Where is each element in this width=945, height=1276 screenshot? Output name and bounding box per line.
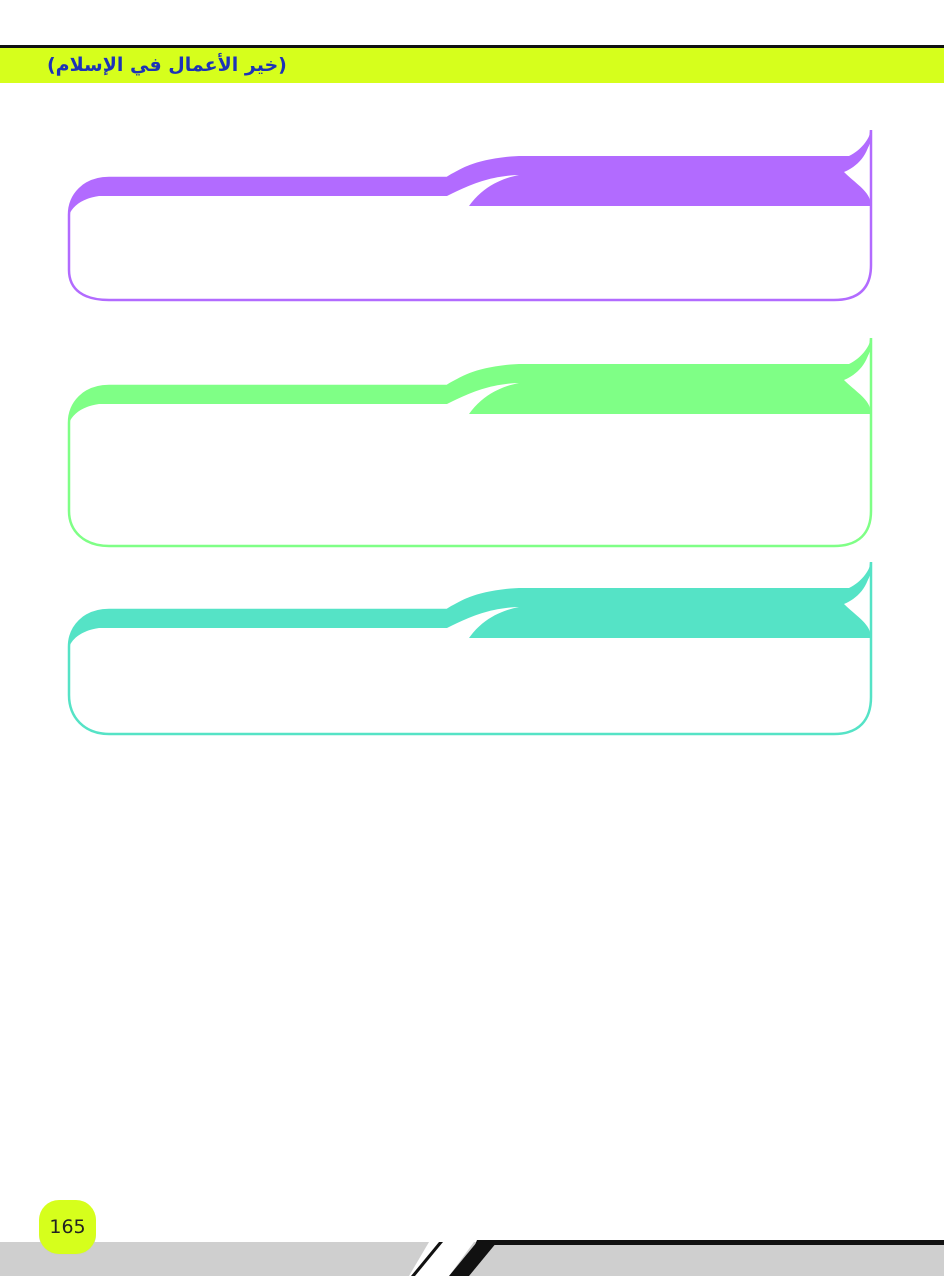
page-number: 165: [40, 1200, 97, 1254]
footer-decoration: [0, 1196, 945, 1276]
panel-values-frame: [0, 432, 945, 752]
lesson-title: (خير الأعمال في الإسلام): [48, 54, 288, 76]
